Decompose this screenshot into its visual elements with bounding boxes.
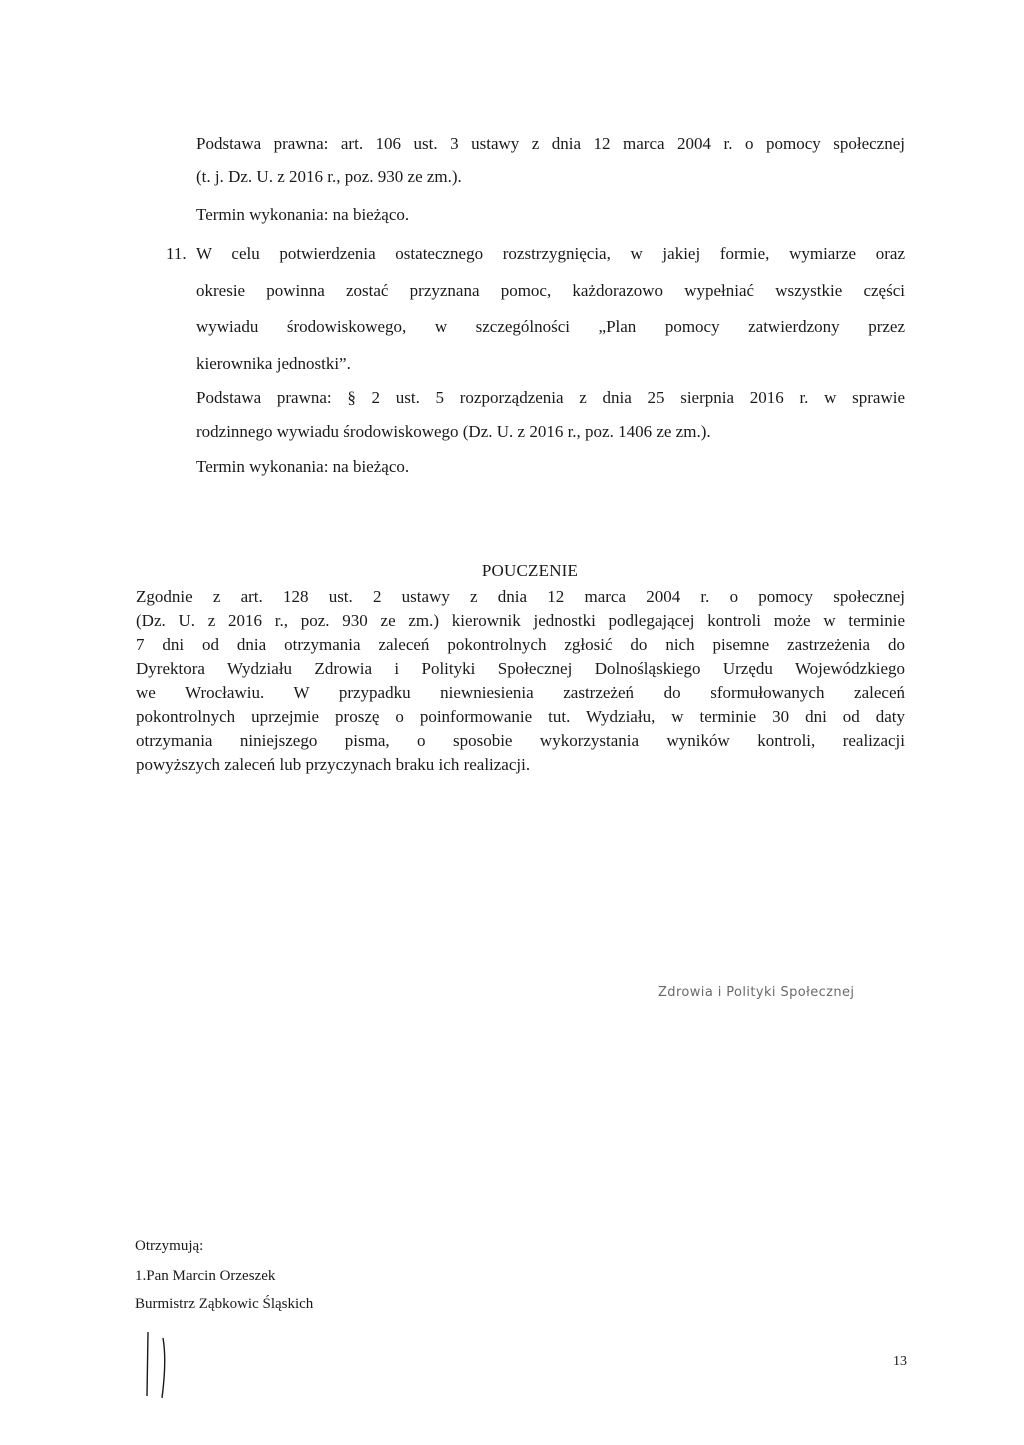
instruction-line-3: 7 dni od dnia otrzymania zaleceń pokontrolnych zgłosić do nich pisemne zastrzeżenia do	[136, 635, 905, 654]
instruction-line-2: (Dz. U. z 2016 r., poz. 930 ze zm.) kierownik jednostki podlegającej kontroli może w terminie	[136, 611, 905, 630]
instruction-line-6: pokontrolnych uprzejmie proszę o poinformowanie tut. Wydziału, w terminie 30 dni od daty	[136, 707, 905, 726]
section11-line-4: kierownika jednostki”.	[196, 354, 351, 373]
instruction-line-7: otrzymania niniejszego pisma, o sposobie wykorzystania wyników kontroli, realizacji	[136, 731, 905, 750]
recipient-item-1-title: Burmistrz Ząbkowic Śląskich	[135, 1296, 314, 1312]
section11-line-2: okresie powinna zostać przyznana pomoc, każdorazowo wypełniać wszystkie części	[196, 281, 905, 300]
recipients-heading: Otrzymują:	[135, 1238, 204, 1254]
section11-legal-basis-line-1: Podstawa prawna: § 2 ust. 5 rozporządzenia z dnia 25 sierpnia 2016 r. w sprawie	[196, 388, 905, 407]
section11-legal-basis-line-2: rodzinnego wywiadu środowiskowego (Dz. U. z 2016 r., poz. 1406 ze zm.).	[196, 422, 711, 441]
instruction-line-1: Zgodnie z art. 128 ust. 2 ustawy z dnia 12 marca 2004 r. o pomocy społecznej	[136, 587, 905, 606]
section11-deadline: Termin wykonania: na bieżąco.	[196, 457, 410, 476]
page-number: 13	[893, 1354, 907, 1369]
instruction-line-5: we Wrocławiu. W przypadku niewniesienia zastrzeżeń do sformułowanych zaleceń	[136, 683, 905, 702]
legal-basis-line-1: Podstawa prawna: art. 106 ust. 3 ustawy z dnia 12 marca 2004 r. o pomocy społecznej	[196, 134, 905, 153]
section-number: 11.	[166, 244, 187, 263]
section11-line-3: wywiadu środowiskowego, w szczególności „Plan pomocy zatwierdzony przez	[196, 317, 905, 336]
recipient-item-1: 1.Pan Marcin Orzeszek	[135, 1268, 276, 1284]
signature-mark	[142, 1330, 172, 1400]
instruction-heading: POUCZENIE	[481, 561, 579, 580]
stamp-text: Zdrowia i Polityki Społecznej	[658, 985, 855, 1000]
legal-basis-line-2: (t. j. Dz. U. z 2016 r., poz. 930 ze zm.).	[196, 167, 462, 186]
instruction-line-4: Dyrektora Wydziału Zdrowia i Polityki Społecznej Dolnośląskiego Urzędu Wojewódzkiego	[136, 659, 905, 678]
instruction-line-8: powyższych zaleceń lub przyczynach braku ich realizacji.	[136, 755, 531, 774]
deadline-line: Termin wykonania: na bieżąco.	[196, 205, 410, 224]
section11-line-1: W celu potwierdzenia ostatecznego rozstrzygnięcia, w jakiej formie, wymiarze oraz	[196, 244, 905, 263]
